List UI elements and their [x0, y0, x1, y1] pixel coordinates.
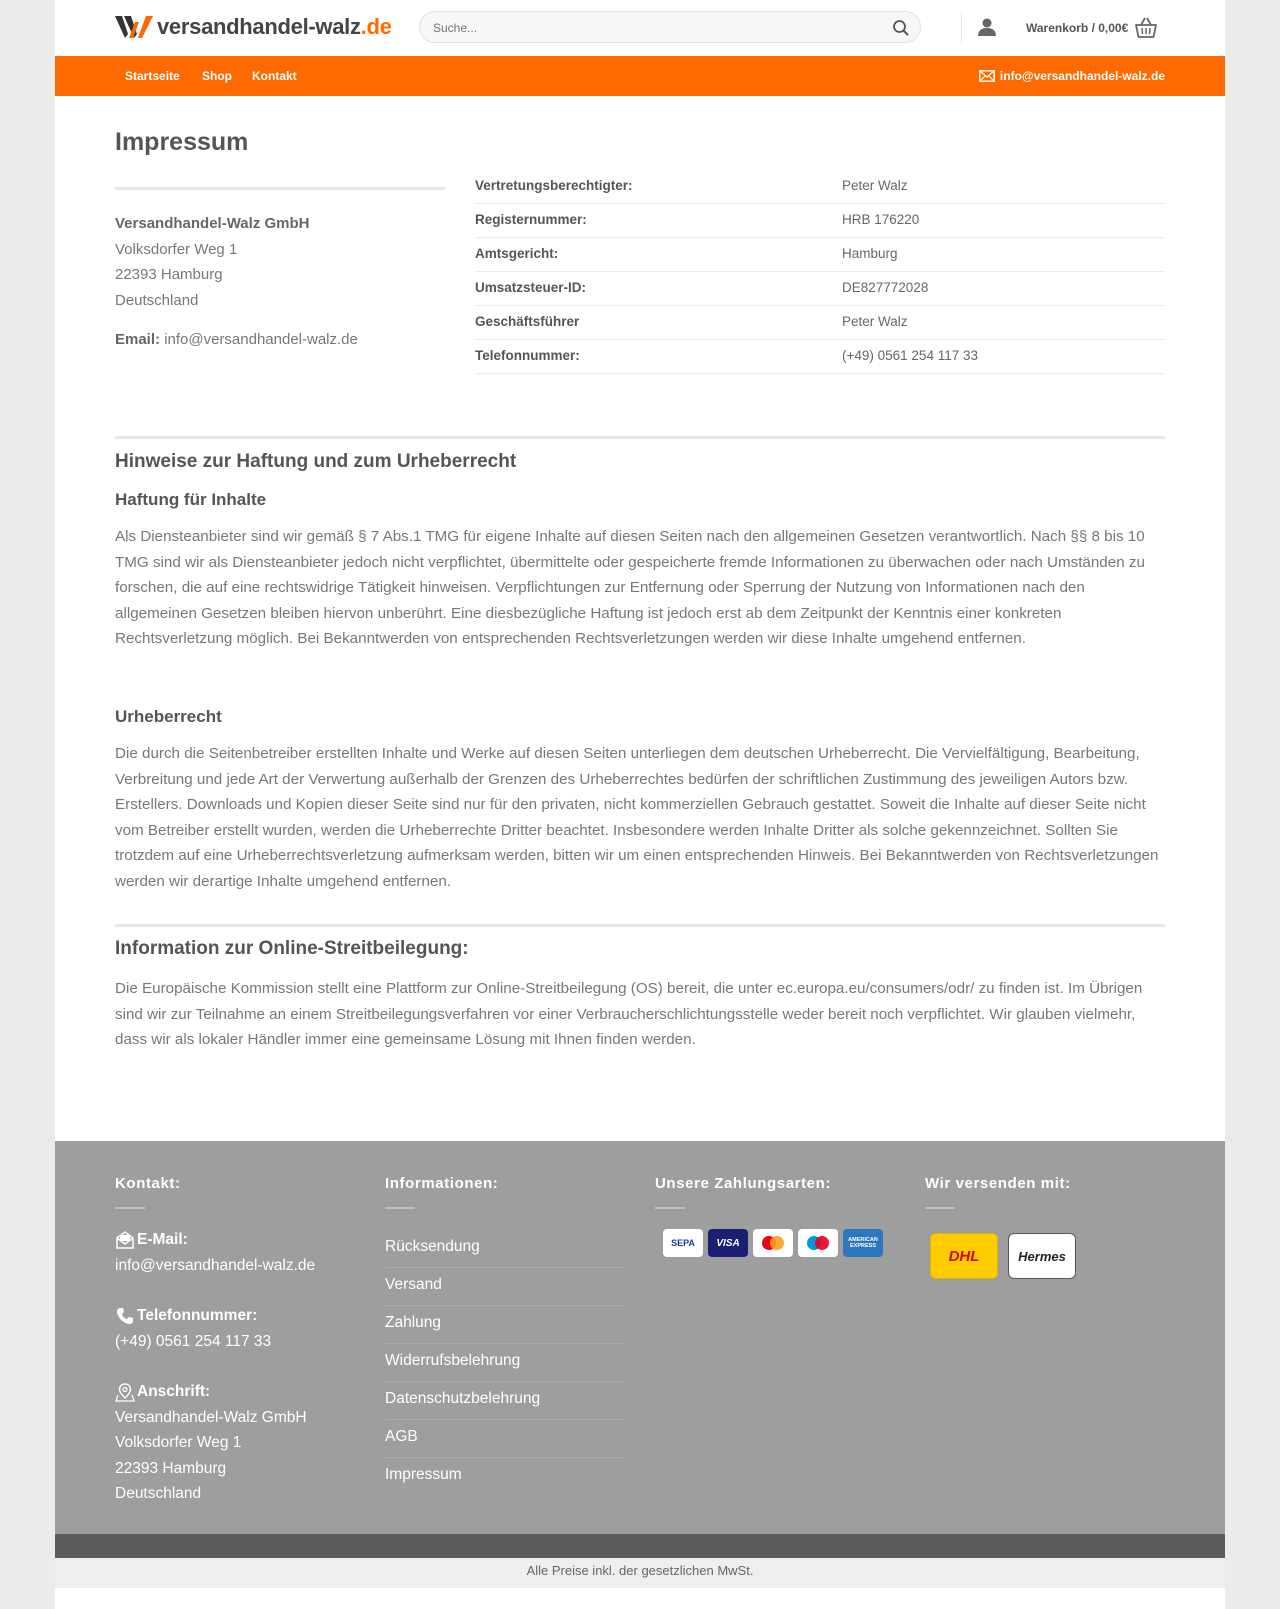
footer-info-links — [385, 1230, 625, 1496]
footer-phone-value[interactable]: (+49) 0561 254 117 33 — [115, 1332, 272, 1350]
search-input[interactable] — [431, 20, 855, 36]
dhl-icon — [930, 1233, 998, 1279]
detail-key: Telefonnummer: — [475, 348, 580, 363]
maestro-logo — [805, 1235, 831, 1251]
logo-name: versandhandel-walz — [157, 14, 361, 39]
detail-value: Hamburg — [842, 246, 898, 261]
address-lines — [115, 211, 309, 313]
mastercard-logo — [760, 1235, 786, 1251]
nav-email-text: info@versandhandel-walz.de — [999, 69, 1165, 83]
footer-link-agb[interactable]: AGB — [385, 1420, 625, 1458]
dispute-text: Die Europäische Kommission stellt eine Plattform zur Online-Streitbeilegung (OS) bereit, die unter ec.europa.eu/consumers/odr/ zu finden ist. Im Übrigen sind wir zur Teilnahme an einem Streitbeilegungsverfahren vor einer Verbraucherschlichtungsstelle weder bereit noch verpflichtet. Wir glauben vielmehr, dass wir als lokaler Händler immer eine gemeinsame Lösung mit Ihnen finden werden. — [115, 980, 1143, 1048]
detail-value: Peter Walz — [842, 178, 908, 193]
content-liability-heading: Haftung für Inhalte — [115, 490, 267, 509]
table-row — [475, 204, 1165, 238]
table-row — [475, 238, 1165, 272]
dhl-label: DHL — [948, 1247, 980, 1265]
nav-kontakt[interactable]: Kontakt — [252, 69, 297, 83]
table-row — [475, 170, 1165, 204]
user-icon[interactable] — [977, 17, 997, 37]
detail-key: Geschäftsführer — [475, 314, 580, 329]
cart-label: Warenkorb / 0,00€ — [1026, 21, 1129, 35]
table-row — [475, 340, 1165, 374]
amex-label: AMERICAN EXPRESS — [848, 1237, 878, 1249]
detail-key: Vertretungsberechtigter: — [475, 178, 633, 193]
company-details-table — [475, 170, 1165, 374]
footer-info-heading: Informationen: — [385, 1175, 499, 1192]
visa-label: VISA — [716, 1237, 740, 1249]
section-divider — [115, 924, 1165, 927]
table-row — [475, 272, 1165, 306]
footer-email-value[interactable]: info@versandhandel-walz.de — [115, 1256, 316, 1274]
footer-address-label: Anschrift: — [137, 1383, 211, 1400]
amex-icon — [843, 1229, 883, 1257]
footer-heading-bar — [925, 1207, 955, 1209]
address-country: Deutschland — [115, 291, 199, 309]
dispute-heading: Information zur Online-Streitbeilegung: — [115, 938, 469, 959]
address-email-label: Email: — [115, 331, 161, 348]
search-icon[interactable] — [892, 19, 910, 37]
sepa-label: SEPA — [671, 1238, 695, 1248]
footer-link-impressum[interactable]: Impressum — [385, 1466, 462, 1483]
page-container — [55, 0, 1225, 1609]
logo-text — [157, 14, 392, 40]
footer-bottom-bar — [55, 1534, 1225, 1558]
search-bar — [419, 11, 921, 43]
site-header — [55, 0, 1225, 56]
nav-startseite[interactable]: Startseite — [125, 69, 180, 83]
footer-link-versand[interactable]: Versand — [385, 1268, 625, 1306]
footer-address-line: Versandhandel-Walz GmbH — [115, 1408, 307, 1426]
phone-icon — [115, 1306, 135, 1326]
footer-phone-label: Telefonnummer: — [137, 1307, 258, 1324]
footer-link-widerrufsbelehrung[interactable]: Widerrufsbelehrung — [385, 1344, 625, 1382]
hermes-label: Hermes — [1018, 1248, 1066, 1264]
footer-shipping-heading: Wir versenden mit: — [925, 1175, 1071, 1192]
section-divider — [115, 436, 1165, 439]
payment-methods — [663, 1229, 883, 1257]
header-divider — [961, 13, 962, 43]
address-city: 22393 Hamburg — [115, 266, 223, 283]
footer-spacer — [115, 1354, 315, 1379]
footer-heading-bar — [385, 1207, 415, 1209]
footer-spacer — [115, 1278, 315, 1303]
content-liability-text: Als Diensteanbieter sind wir gemäß § 7 Abs.1 TMG für eigene Inhalte auf diesen Seiten nach den allgemeinen Gesetzen verantwortlich. Nach §§ 8 bis 10 TMG sind wir als Diensteanbieter jedoch nicht verpflichtet, übermittelte oder gespeicherte fremde Informationen zu überwachen oder nach Umständen zu forschen, die auf eine rechtswidrige Tätigkeit hinweisen. Verpflichtungen zur Entfernung oder Sperrung der Nutzung von Informationen nach den allgemeinen Gesetzen bleiben hiervon unberührt. Eine diesbezügliche Haftung ist jedoch erst ab dem Zeitpunkt der Kenntnis einer konkreten Rechtsverletzung möglich. Bei Bekanntwerden von entsprechenden Rechtsverletzungen werden wir diese Inhalte umgehend entfernen. — [115, 528, 1145, 647]
footer-address-line: Deutschland — [115, 1485, 202, 1502]
copyright-heading: Urheberrecht — [115, 707, 222, 726]
address-street: Volksdorfer Weg 1 — [115, 240, 238, 258]
footer-link-ruecksendung[interactable]: Rücksendung — [385, 1230, 625, 1268]
detail-key: Amtsgericht: — [475, 246, 559, 261]
table-row — [475, 306, 1165, 340]
footer-address-label-row — [115, 1379, 315, 1405]
logo-tld: .de — [360, 14, 392, 39]
footer-address-line: 22393 Hamburg — [115, 1459, 227, 1477]
envelope-icon — [979, 70, 995, 82]
shipping-carriers — [930, 1233, 1076, 1279]
address-rule — [115, 187, 445, 190]
footer-email-label: E-Mail: — [137, 1231, 188, 1248]
detail-key: Umsatzsteuer-ID: — [475, 280, 587, 295]
footer-heading-bar — [115, 1207, 145, 1209]
detail-value: Peter Walz — [842, 314, 908, 329]
copyright-text: Die durch die Seitenbetreiber erstellten Inhalte und Werke auf diesen Seiten unterliegen dem deutschen Urheberrecht. Die Vervielfältigung, Bearbeitung, Verbreitung und jede Art der Verwertung außerhalb der Grenzen des Urheberrechtes bedürfen der schriftlichen Zustimmung des jeweiligen Autors bzw. Erstellers. Downloads und Kopien dieser Seite sind nur für den privaten, nicht kommerziellen Gebrauch gestattet. Soweit die Inhalte auf dieser Seite nicht vom Betreiber erstellt wurden, werden die Urheberrechte Dritter beachtet. Insbesondere werden Inhalte Dritter als solche gekennzeichnet. Sollten Sie trotzdem auf eine Urheberrechtsverletzung aufmerksam werden, bitten wir um einen entsprechenden Hinweis. Bei Bekanntwerden von Rechtsverletzungen werden wir derartige Inhalte umgehend entfernen. — [115, 745, 1159, 890]
address-block — [115, 187, 445, 348]
visa-icon — [708, 1229, 748, 1257]
logo-w-icon — [115, 14, 153, 40]
nav-shop[interactable]: Shop — [202, 69, 232, 83]
main-nav — [55, 56, 1225, 96]
address-company: Versandhandel-Walz GmbH — [115, 215, 310, 232]
footer-contact-heading: Kontakt: — [115, 1175, 181, 1192]
footer-payment-heading: Unsere Zahlungsarten: — [655, 1175, 831, 1192]
address-email — [115, 331, 358, 348]
nav-email-link[interactable] — [979, 69, 1165, 83]
site-logo[interactable] — [115, 14, 392, 40]
liability-heading: Hinweise zur Haftung und zum Urheberrecht — [115, 451, 517, 472]
footer-link-datenschutzbelehrung[interactable]: Datenschutzbelehrung — [385, 1382, 625, 1420]
footer-heading-bar — [655, 1207, 685, 1209]
mastercard-icon — [753, 1229, 793, 1257]
footer-phone-label-row — [115, 1303, 315, 1329]
site-footer — [55, 1141, 1225, 1534]
price-notice: Alle Preise inkl. der gesetzlichen MwSt. — [55, 1558, 1225, 1588]
detail-value: DE827772028 — [842, 280, 929, 295]
footer-contact-details — [115, 1227, 315, 1507]
detail-value: HRB 176220 — [842, 212, 920, 227]
cart-button[interactable] — [1026, 17, 1158, 39]
detail-value: (+49) 0561 254 117 33 — [842, 348, 978, 363]
maestro-icon — [798, 1229, 838, 1257]
cart-basket-icon — [1134, 17, 1158, 39]
footer-link-zahlung[interactable]: Zahlung — [385, 1306, 625, 1344]
page-title: Impressum — [115, 128, 249, 156]
map-pin-icon — [115, 1382, 135, 1402]
footer-address-line: Volksdorfer Weg 1 — [115, 1434, 242, 1451]
footer-email-label-row — [115, 1227, 315, 1253]
detail-key: Registernummer: — [475, 212, 587, 227]
address-email-value[interactable]: info@versandhandel-walz.de — [164, 331, 358, 348]
hermes-icon — [1008, 1233, 1076, 1279]
sepa-icon — [663, 1229, 703, 1257]
email-icon — [115, 1230, 135, 1250]
